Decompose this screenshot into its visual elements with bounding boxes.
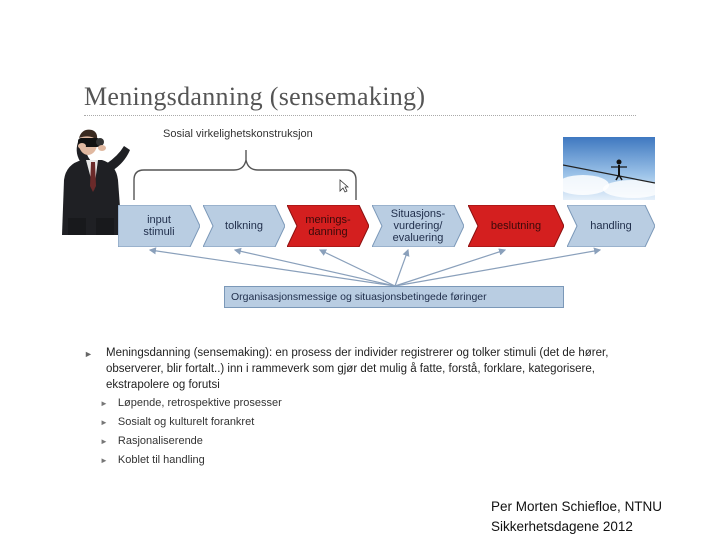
sub-bullet	[100, 435, 203, 447]
sub-bullet	[100, 454, 205, 466]
process-step-label: Situasjons- vurdering/ evaluering	[390, 208, 446, 244]
org-constraints-box: Organisasjonsmessige og situasjonsbetingede føringer	[224, 286, 564, 308]
sub-bullet-text: Rasjonaliserende	[117, 435, 203, 447]
process-step-tolkning	[203, 205, 285, 247]
arrow-to-beslutning	[395, 250, 505, 286]
bullet-arrow-icon: ►	[100, 437, 108, 446]
process-step-meningsdanning	[287, 205, 369, 247]
process-step-situasjonsvurdering	[372, 205, 464, 247]
process-step-label: handling	[590, 220, 632, 232]
sub-bullet-text: Sosialt og kulturelt forankret	[117, 416, 255, 428]
process-step-input-stimuli	[118, 205, 200, 247]
main-bullet-text: Meningsdanning (sensemaking): en prosess der individer registrerer og tolker stimuli (det de hører, observerer, blir fortalt..) inn i rammeverk som gjør det mulig å fatte, forstå, forklare, kategorisere, ekstrapolere og forutsi	[106, 347, 609, 391]
bullet-arrow-icon: ►	[100, 399, 108, 408]
process-step-label: tolkning	[225, 220, 263, 232]
process-step-label: beslutning	[490, 220, 542, 232]
sub-bullet-text: Løpende, retrospektive prosesser	[117, 397, 282, 409]
sub-bullet-text: Koblet til handling	[117, 454, 205, 466]
sub-bullet	[100, 416, 254, 428]
bullet-arrow-icon: ►	[84, 349, 93, 359]
footer-author: Per Morten Schiefloe, NTNU	[491, 499, 663, 514]
page-title: Meningsdanning (sensemaking)	[84, 82, 426, 111]
footer-event: Sikkerhetsdagene 2012	[491, 519, 633, 534]
process-step-label: menings- danning	[305, 214, 351, 238]
footer-credit	[491, 497, 662, 537]
arrow-to-handling	[395, 250, 600, 286]
process-step-beslutning	[468, 205, 564, 247]
main-bullet	[84, 345, 624, 393]
brace-label: Sosial virkelighetskonstruksjon	[163, 128, 313, 140]
bullet-arrow-icon: ►	[100, 418, 108, 427]
process-step-handling	[567, 205, 655, 247]
arrow-to-tolkning	[235, 250, 395, 286]
bullet-arrow-icon: ►	[100, 456, 108, 465]
sub-bullet	[100, 397, 282, 409]
process-step-label: input stimuli	[143, 214, 175, 238]
arrow-to-situasjonsvurdering	[395, 250, 408, 286]
